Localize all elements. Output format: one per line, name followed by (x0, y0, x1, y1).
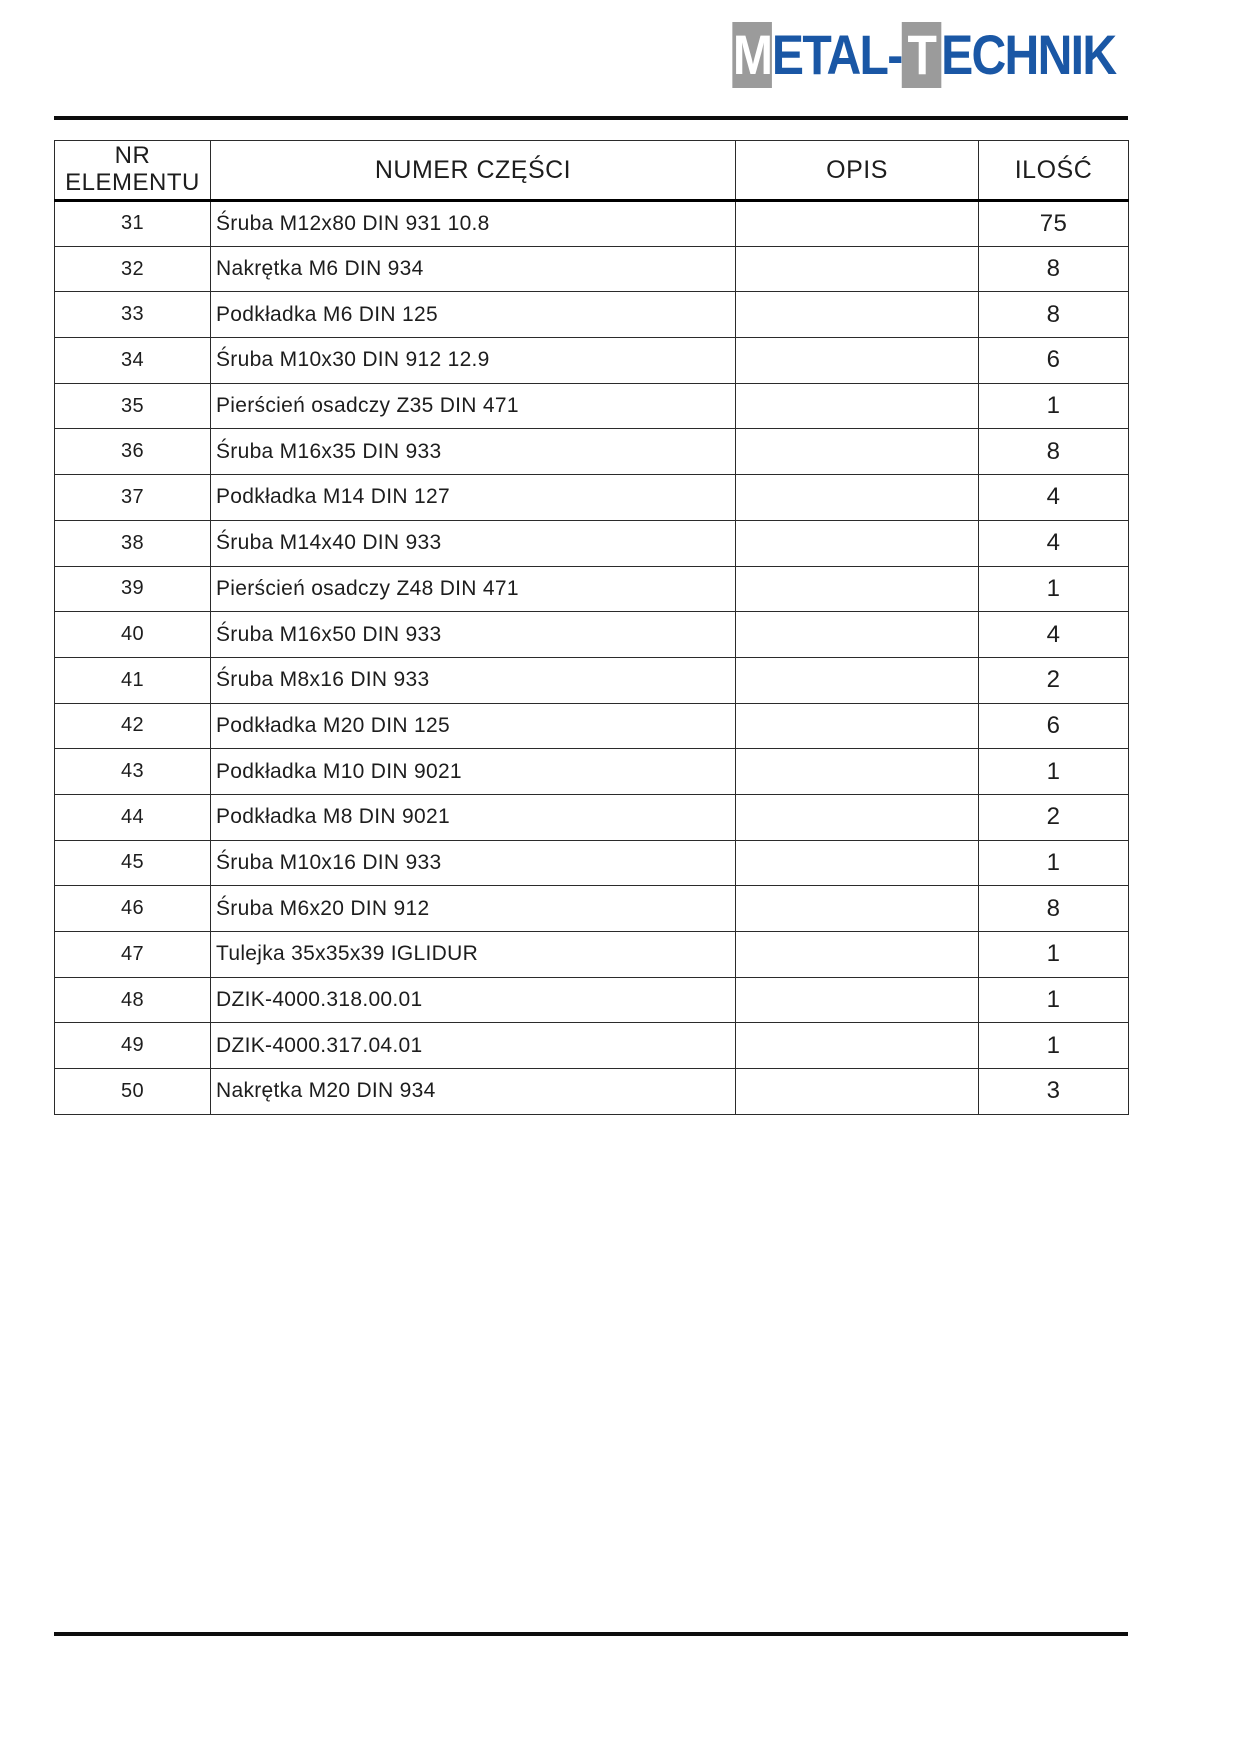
row-opis (736, 246, 979, 292)
table-row (55, 246, 1129, 292)
row-opis (736, 292, 979, 338)
row-qty: 6 (979, 703, 1129, 749)
table-row (55, 612, 1129, 658)
row-qty: 1 (979, 840, 1129, 886)
row-part-number: DZIK-4000.318.00.01 (211, 977, 736, 1023)
table-row (55, 886, 1129, 932)
row-qty: 1 (979, 566, 1129, 612)
row-part-number: Śruba M12x80 DIN 931 10.8 (211, 201, 736, 247)
row-qty: 1 (979, 977, 1129, 1023)
row-qty: 6 (979, 338, 1129, 384)
row-qty: 75 (979, 201, 1129, 247)
row-opis (736, 566, 979, 612)
table-row (55, 840, 1129, 886)
table-row (55, 338, 1129, 384)
table-header-row (55, 141, 1129, 201)
row-nr: 32 (55, 246, 211, 292)
header-opis: OPIS (736, 141, 979, 201)
row-nr: 47 (55, 932, 211, 978)
row-nr: 31 (55, 201, 211, 247)
logo-text-echnik: ECHNIK (940, 23, 1115, 86)
table-row (55, 292, 1129, 338)
row-part-number: Śruba M6x20 DIN 912 (211, 886, 736, 932)
row-nr: 39 (55, 566, 211, 612)
row-part-number: DZIK-4000.317.04.01 (211, 1023, 736, 1069)
row-qty: 2 (979, 794, 1129, 840)
table-row (55, 794, 1129, 840)
logo-letter-t: T (907, 23, 935, 86)
row-qty: 8 (979, 429, 1129, 475)
row-opis (736, 932, 979, 978)
table-row (55, 201, 1129, 247)
row-opis (736, 338, 979, 384)
row-opis (736, 794, 979, 840)
row-opis (736, 886, 979, 932)
table-row (55, 1023, 1129, 1069)
logo-letter-t-block (901, 22, 941, 88)
row-nr: 34 (55, 338, 211, 384)
row-part-number: Śruba M8x16 DIN 933 (211, 657, 736, 703)
row-nr: 46 (55, 886, 211, 932)
row-qty: 1 (979, 383, 1129, 429)
table-row (55, 749, 1129, 795)
row-opis (736, 429, 979, 475)
table-row (55, 475, 1129, 521)
table-row (55, 703, 1129, 749)
table-row (55, 429, 1129, 475)
row-opis (736, 749, 979, 795)
row-qty: 8 (979, 292, 1129, 338)
row-nr: 49 (55, 1023, 211, 1069)
row-opis (736, 475, 979, 521)
table-row (55, 383, 1129, 429)
parts-table (54, 140, 1129, 1115)
row-part-number: Podkładka M20 DIN 125 (211, 703, 736, 749)
row-qty: 8 (979, 246, 1129, 292)
row-opis (736, 612, 979, 658)
row-part-number: Śruba M16x35 DIN 933 (211, 429, 736, 475)
row-nr: 41 (55, 657, 211, 703)
header-nr-line2: ELEMENTU (65, 169, 200, 196)
row-part-number: Śruba M16x50 DIN 933 (211, 612, 736, 658)
row-qty: 8 (979, 886, 1129, 932)
row-part-number: Śruba M10x16 DIN 933 (211, 840, 736, 886)
row-nr: 38 (55, 520, 211, 566)
header-nr-elementu (55, 141, 211, 201)
row-qty: 4 (979, 612, 1129, 658)
row-qty: 1 (979, 749, 1129, 795)
row-nr: 44 (55, 794, 211, 840)
top-divider-rule (54, 116, 1128, 120)
metal-technik-logo (732, 22, 1115, 88)
table-row (55, 657, 1129, 703)
row-opis (736, 1069, 979, 1115)
row-nr: 37 (55, 475, 211, 521)
row-nr: 50 (55, 1069, 211, 1115)
row-part-number: Podkładka M8 DIN 9021 (211, 794, 736, 840)
row-opis (736, 201, 979, 247)
row-nr: 42 (55, 703, 211, 749)
row-nr: 33 (55, 292, 211, 338)
row-part-number: Nakrętka M20 DIN 934 (211, 1069, 736, 1115)
row-part-number: Nakrętka M6 DIN 934 (211, 246, 736, 292)
row-qty: 1 (979, 1023, 1129, 1069)
row-opis (736, 520, 979, 566)
table-row (55, 977, 1129, 1023)
row-qty: 4 (979, 520, 1129, 566)
row-nr: 45 (55, 840, 211, 886)
table-row (55, 520, 1129, 566)
header-numer-czesci: NUMER CZĘŚCI (211, 141, 736, 201)
header-ilosc: ILOŚĆ (979, 141, 1129, 201)
row-nr: 43 (55, 749, 211, 795)
row-nr: 48 (55, 977, 211, 1023)
logo-letter-m-block (732, 22, 772, 88)
row-opis (736, 383, 979, 429)
table-row (55, 566, 1129, 612)
row-opis (736, 977, 979, 1023)
row-opis (736, 1023, 979, 1069)
row-part-number: Pierścień osadczy Z35 DIN 471 (211, 383, 736, 429)
row-part-number: Podkładka M10 DIN 9021 (211, 749, 736, 795)
row-qty: 2 (979, 657, 1129, 703)
row-part-number: Podkładka M6 DIN 125 (211, 292, 736, 338)
table-row (55, 1069, 1129, 1115)
row-part-number: Tulejka 35x35x39 IGLIDUR (211, 932, 736, 978)
row-part-number: Śruba M10x30 DIN 912 12.9 (211, 338, 736, 384)
row-qty: 4 (979, 475, 1129, 521)
row-opis (736, 840, 979, 886)
logo-letter-m: M (732, 23, 771, 86)
row-qty: 1 (979, 932, 1129, 978)
row-qty: 3 (979, 1069, 1129, 1115)
row-nr: 35 (55, 383, 211, 429)
header-nr-line1: NR (114, 142, 151, 170)
bottom-divider-rule (54, 1632, 1128, 1636)
row-nr: 36 (55, 429, 211, 475)
row-opis (736, 703, 979, 749)
row-nr: 40 (55, 612, 211, 658)
row-opis (736, 657, 979, 703)
table-row (55, 932, 1129, 978)
logo-text-etal: ETAL- (771, 23, 902, 86)
row-part-number: Śruba M14x40 DIN 933 (211, 520, 736, 566)
row-part-number: Podkładka M14 DIN 127 (211, 475, 736, 521)
row-part-number: Pierścień osadczy Z48 DIN 471 (211, 566, 736, 612)
